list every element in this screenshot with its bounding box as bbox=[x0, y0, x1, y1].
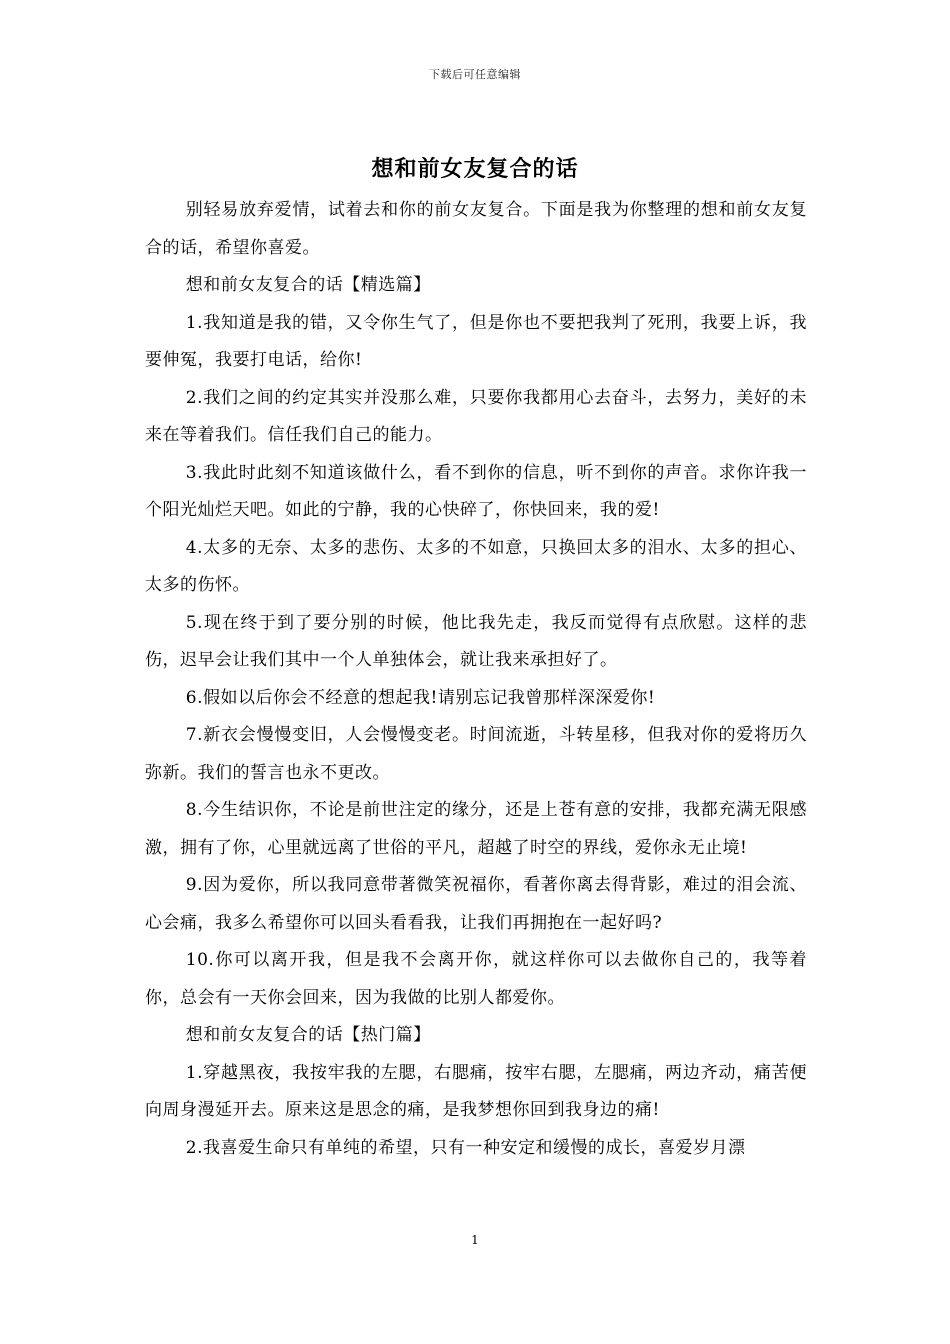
paragraph-intro: 别轻易放弃爱情，试着去和你的前女友复合。下面是我为你整理的想和前女友复合的话，希望你喜爱。 bbox=[145, 200, 807, 258]
paragraph-item: 8.今生结识你，不论是前世注定的缘分，还是上苍有意的安排，我都充满无限感激，拥有了你，心里就远离了世俗的平凡，超越了时空的界线，爱你永无止境! bbox=[145, 800, 807, 858]
paragraph-item: 2.我喜爱生命只有单纯的希望，只有一种安定和缓慢的成长，喜爱岁月漂 bbox=[185, 1137, 746, 1158]
paragraph-item: 5.现在终于到了要分别的时候，他比我先走，我反而觉得有点欣慰。这样的悲伤，迟早会让我们其中一个人单独体会，就让我来承担好了。 bbox=[145, 612, 807, 670]
paragraph-item: 6.假如以后你会不经意的想起我!请别忘记我曾那样深深爱你! bbox=[185, 687, 656, 708]
paragraph-item: 9.因为爱你，所以我同意带著微笑祝福你，看著你离去得背影，难过的泪会流、心会痛，我多么希望你可以回头看看我，让我们再拥抱在一起好吗? bbox=[145, 875, 807, 933]
paragraph-item: 10.你可以离开我，但是我不会离开你，就这样你可以去做你自己的，我等着你，总会有一天你会回来，因为我做的比别人都爱你。 bbox=[145, 950, 807, 1008]
paragraph-item: 2.我们之间的约定其实并没那么难，只要你我都用心去奋斗，去努力，美好的未来在等着我们。信任我们自己的能力。 bbox=[145, 387, 807, 445]
paragraph-item: 1.我知道是我的错，又令你生气了，但是你也不要把我判了死刑，我要上诉，我要伸冤，我要打电话，给你! bbox=[145, 312, 807, 370]
document-title: 想和前女友复合的话 bbox=[371, 156, 579, 182]
header-note: 下载后可任意编辑 bbox=[429, 68, 521, 81]
paragraph-item: 1.穿越黑夜，我按牢我的左腮，右腮痛，按牢右腮，左腮痛，两边齐动，痛苦便向周身漫延开去。原来这是思念的痛，是我梦想你回到我身边的痛! bbox=[145, 1062, 807, 1120]
document-body bbox=[145, 192, 807, 1167]
paragraph-item: 7.新衣会慢慢变旧，人会慢慢变老。时间流逝，斗转星移，但我对你的爱将历久弥新。我们的誓言也永不更改。 bbox=[145, 725, 807, 783]
paragraph-item: 4.太多的无奈、太多的悲伤、太多的不如意，只换回太多的泪水、太多的担心、太多的伤怀。 bbox=[145, 537, 807, 595]
paragraph-item: 3.我此时此刻不知道该做什么，看不到你的信息，听不到你的声音。求你许我一个阳光灿烂天吧。如此的宁静，我的心快碎了，你快回来，我的爱! bbox=[145, 462, 807, 520]
section-heading-popular: 想和前女友复合的话【热门篇】 bbox=[185, 1025, 431, 1045]
section-heading-featured: 想和前女友复合的话【精选篇】 bbox=[185, 275, 431, 295]
page-number: 1 bbox=[471, 1233, 479, 1247]
